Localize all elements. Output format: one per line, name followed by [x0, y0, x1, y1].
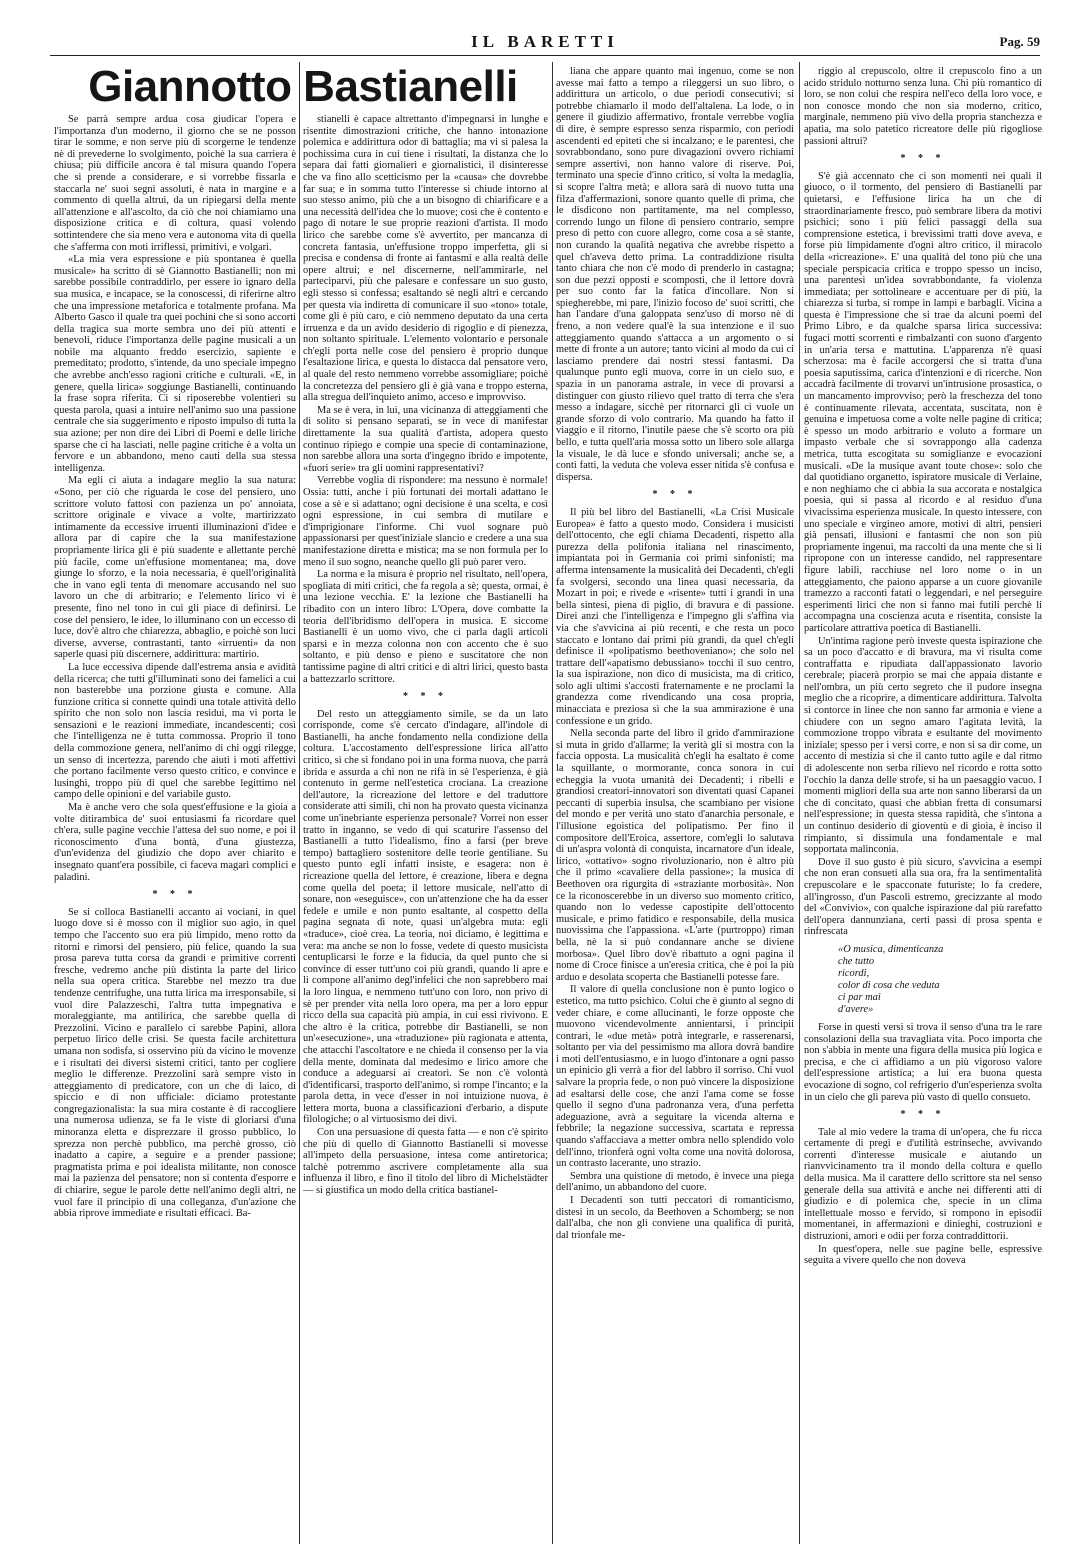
paragraph: Con una persuasione di questa fatta — e non c'è spirito che più di quello di Giannotto Bastianelli si movesse all'impeto della persuasione, intesa come antiretorica; talchè potremmo ascrivere completamente alla sua influenza il libro, e fino il titolo del libro di Michelstädter — si giustifica un modo della critica bastianel- [303, 1127, 548, 1197]
section-separator: * * * [403, 691, 448, 703]
paragraph: Il valore di quella conclusione non è punto logico o estetico, ma tutto psichico. Colui che è giunto al segno di veder chiare, e come allucinanti, le forze opposte che muovono vicendevolmente annientarsi, i principii contrari, le «due metà» potrà integrarle, e rasserenarsi, soltanto per via del pessimismo ma allora dovrà bandire i moti dell'entusiasmo, e in luogo d'intonare a ogni passo un epinicio gli verrà a fior del labbro il sorriso. Chi vuol salvare la propria fede, o non può vincere la disposizione ad esaltarsi delle cose, che anzi l'ama come se fosse quello il segno d'una padronanza vera, d'una perfetta adeguazione, avrà a seguitare la vicenda alterna e febbrile; la negazione successiva, scartata e repressa quando s'affacciava a metter ombra nello splendido volo dell'inno, trionferà ogni volta come una novità dolorosa, un contrasto lacerante, uno strazio. [556, 984, 794, 1170]
poem-line: color di cosa che veduta [838, 979, 940, 991]
section-separator: * * * [900, 1109, 946, 1121]
column-1 [54, 114, 296, 1544]
paragraph: Un'intima ragione però investe questa ispirazione che sa un poco d'accatto e di bravura, ma vi risulta come contraffatta e ripudiata dall'appassionato lavorio cerebrale; piacerà prorpio se mai che appaia distante e nell'ombra, un più certo segreto che il pudore insegna meglio che a ricoprire, a dimenticare addirittura. Talvolta si contorce in linee che non sanno far armonia e viene a chiudere con un segno amaro l'agitata levità, la commozione troppo vibrata e esultante del movimento iniziale; spesso per i versi corre, e non si sa dir come, un accento di mestizia sì che il canto tutto agile e dal ritmo di adolescente non serba rilievo nel ricordo e rotta sotto l'occhio la danza delle strofe, si ha un paesaggio vacuo. I momenti migliori della sua arte non sanno liberarsi da un che di concitato, quasi che abbian fretta di consumarsi nell'espressione; in questa stessa rapidità, che s'intona a un continuo desiderio di gioventù e di gioia, è inciso il rimpianto, si dissimula una fondamentale e mal sopportata malinconia. [804, 635, 1042, 856]
poem-line: ci par mai [838, 991, 881, 1003]
header-rule [50, 55, 1040, 56]
paragraph: liana che appare quanto mai ingenuo, come se non avesse mai fatto a tempo a rileggersi un suo libro, o addirittura un articolo, o due periodi consecutivi; si potrebbe chiamarlo il modo dell'altalena. La lode, o in genere il giudizio affermativo, frontale verrebbe voglia di dire, è sempre espresso senza risparmio, con periodi ascendenti ed epiteti che si incalzano; e le parentesi, che sovrabbondano, sono pure divagazioni ovvero richiami sempre assertivi, non hanno valore di riserve. Poi, terminato una specie d'inno critico, si volta la medaglia, si scopre l'altra metà; e allora sarà di nuovo tutta una filza d'affermazioni, sonore quanto quelle di prima, che le disdicono non partitamente, ma nel complesso, correndo lungo un filone di pensiero contrario, sempre preso di petto con cuore allegro, come cosa a sè stante, non curando la qualità negativa che avrebbe rispetto a quel ch'aveva detto prima. La contraddizione risulta tanto chiara che non c'è modo di prenderlo in castagna; son due pezzi opposti e scomposti, che il lettore dovrà per suo conto far la fatica d'incollare. Non si spiegherebbe, mi pare, l'inizio focoso de' suoi scritti, che han l'andare d'una galoppata senz'uso di morso nè di freno, a non vedere qual'è la sua intenzione e il suo atteggiamento quando s'attacca a un argomento o si mette di fronte a un autore; tanto vicini al modo da cui ci lasciamo prendere dai nostri stessi fantasmi. Da qualunque punto egli muova, corre in un cielo suo, e spazia in un panorama astrale, in vece di provarsi a distinguer con giusto rilievo quel tratto di terra che s'era messo a indagare, sicchè per ritornarci gli ci vuole un grande sforzo di volo contrario. Ma quando ha fatto il viaggio e il ritorno, l'inutile paese che s'è scorto ora più bello, e tutta quell'aria mossa sotto un libero sole allarga la visuale, le dà luce e sfondo universali; anche se, a conti fatti, la veduta che voleva esser nitida s'è confusa e dispersa. [556, 66, 794, 483]
masthead: IL BARETTI [471, 32, 619, 51]
poem-line: che tutto [838, 955, 875, 967]
section-separator: * * * [152, 889, 198, 901]
paragraph: Se parrà sempre ardua cosa giudicar l'opera e l'importanza d'un moderno, il giorno che se ne posson tirar le somme, e non serve più di scorgerne le tendenze nè di prevederne lo svolgimento, poichè la sua carriera è chiusa; più difficile ancora è tal misura quando l'opera che si prende a considerare, e si vorrebbe fissarla e staccarla ne' suoi segni assoluti, è nata in margine e a commento di quella altrui, da un ripiegarsi della mente all'attenzione e all'ascolto, da ciò che noi chiamiamo una disposizione critica e di coltura, quasi volendo sottintendere che sia meno vera e autonoma vita di quella che s'afferma con moti irriflessi, primitivi, e volgari. [54, 114, 296, 253]
page-number: Pag. 59 [999, 34, 1040, 49]
paragraph: Forse in questi versi si trova il senso d'una tra le rare consolazioni della sua travagliata vita. Poco importa che non s'abbia in mente una figura della musica più logica e precisa, e che ci affidiamo a un più vigoroso valore dell'espressione artistica; a lui era buona questa evocazione di sogno, col refrigerio d'un'esperienza svolta in un cielo che gli pareva più vasto di quello consueto. [804, 1021, 1042, 1103]
poem-line: «O musica, dimenticanza [838, 943, 944, 955]
paragraph: «La mia vera espressione e più spontanea è quella musicale» ha scritto di sè Giannotto Bastianelli; non mi sarebbe possibile contraddirlo, per essere io ignaro della sua musica, e incapace, se la conoscessi, di riferirne altro che una impressione metaforica e totalmente profana. Ma Alberto Gasco il quale tra quei pochini che si sono accorti della tragica sua morte sembra uno dei più attenti e benevoli, riduce l'importanza delle pagine musicali a un nobile ma alquanto freddo esercizio, sapiente e premeditato; prodotto, s'intende, da uno speciale impegno che avrebbe anch'esso ragioni critiche e culturali. «E, in genere, quella lirica» soggiunge Bastianelli, continuando la frase sopra riferita. Ci si riposerebbe volentieri su questa parola, quasi a intuire nell'animo suo una passione centrale che sia suggerimento e riposto impulso di tutta la sua azione; per non dire dei Libri di Poemi e delle liriche sparse che ci ha lasciati, nelle pagine critiche è a volta un fervore e un abbandono, meno cauti della sua stessa intelligenza. [54, 254, 296, 474]
paragraph: In quest'opera, nelle sue pagine belle, espressive seguita a vivere quello che non doveva [804, 1243, 1042, 1267]
poem-line: ricordi, [838, 967, 870, 979]
paragraph: Ma è anche vero che sola quest'effusione e la gioia a volte ditirambica de' suoi entusiasmi fa ricordare quel ch'era, sulle pagine vecchie l'attesa del suo nome, e poi il riconoscimento d'una bontà, d'una giustezza, d'un'evidenza del giudizio che dopo aver chiarito e insegnato quant'era possibile, ci faceva magari complici e paladini. [54, 802, 296, 883]
section-separator: * * * [652, 489, 698, 501]
paragraph: Il più bel libro del Bastianelli, «La Crisi Musicale Europea» è fatto a questo modo. Considera i musicisti dell'ottocento, che egli chiama Decadenti, rispetto alla purezza della polifonia italiana nel rinascimento, impiantata poi in Germania coi primi sinfonisti; ma afferma intensamente la musicalità dei Decadenti, ch'egli fa svolgersi, secondo una linea quasi necessaria, da Mozart in poi; e rivede e «risente» tutti i grandi in una bella sintesi, piena di piglio, di bravura e di passione. Direi anzi che l'intelligenza e l'impegno gli s'affina via via che s'avvicina ai più recenti, e che resta un poco staccato e lontano dai primi più grandi, da quel ch'egli definisce il «polipatismo beethoveniano»; che solo nel trattare dell'«apatismo debussiano» tocchi il suo centro, la sua ispirazione, non dico di musicista, ma di critico, solo agli ultimi s'accosti fraternamente e ne proclami la grandezza come rivendicando una cosa propria, minacciata e preziosa sì che la sua ammirazione è una confessione e un grido. [556, 506, 794, 727]
column-4 [804, 66, 1042, 1546]
paragraph: Tale al mio vedere la trama di un'opera, che fu ricca certamente di pregi e d'utilità estrinseche, avvivando correnti d'interesse musicale e aiutando un rianvvicinamento tra il mondo della coltura e quello della musica. Ma il carattere dello scrittore sta nel senso generale della sua attività e anche nei differenti atti di giudizio e di polemica che, specie in un clima intellettuale mosso e fervido, si rompono in episodii momentanei, in affermazioni e dinieghi, costruzioni e distruzioni, amori e odii per forza contraddittorii. [804, 1126, 1042, 1243]
paragraph: S'è già accennato che ci son momenti nei quali il giuoco, o il tormento, del pensiero di Bastianelli par quietarsi, e l'effusione lirica ha un che di straordinariamente fresco, può sembrare libera da motivi psichici; sono i più felici passaggi della sua comprensione estetica, i brevissimi tratti dove aveva, e forse più limpidamente d'ogni altro critico, il miracolo della «ricreazione». E' una qualità del tono più che una speciale perspicacia critica e troppo spesso un inciso, una parentesi un'idea sovrabbondante, fa violenza immediata; per sottolineare e accentuare per di più, la chiarezza si turba, si rompe in lampi e barbagli. Vicina a questa è l'impressione che si trae da alcuni poemi del Primo Libro, e da qualche sparsa lirica successiva: fugaci motti scorrenti e rimbalzanti con suono d'argento in un'aria tersa e mattutina. L'apparenza n'è quasi scherzosa: ma è facile accorgersi che si tratta d'una poesia saputissima, carica d'intenzioni e di ricerche. Non accadrà facilmente di trovarvi un'intrusione prosastica, o un mancamento improvviso; però la freschezza del tono è continuamente rilevata, accentata, suscitata, non è genuina e impetuosa come a volte nelle pagine di critica; è spesso un modo arbitrario e voluto a formare un impasto verbale che si sovrappongo alla cadenza metrica, tutta escogitata su somiglianze e evocazioni musicali. «De la musique avant toute chose»: solo che dal quotidiano organetto, ispiratore musicale di Verlaine, e non neghiamo che ci abbia la sua accorata e nostalgica poesia, qui si passa al ricordo e al residuo d'una vivacissima esperienza musicale. In questo intessere, con uno speciale e virgineo amore, motivi di altri, pensieri già pensati, illusioni e fantasmi che non son più propriamente ingenui, ma raccolti da una mente che si li ripropone con un interesse candido, nel rappresentare figure labili, racchiuse nel loro nome o in un atteggiamento, che paiono apparse a un cuore giovanile tramezzo a racconti fatati o leggendari, e nel perseguire esperimenti lirici che non si fanno mai futili perchè li accompagna una coscienza acuta e risentita, consiste la particolare attrattiva poetica di Bastianelli. [804, 170, 1042, 634]
paragraph: Verrebbe voglia di rispondere: ma nessuno è normale! Ossia: tutti, anche i più fortunati dei mortali adattano le cose a sè e si adattano; ogni decisione è una scelta, e così ogni espressione, in cui sembra di mutilare e d'imprigionare l'informe. Chi vuol sognare può appassionarsi per quest'iniziale slancio e credere a una sua manifestazione diretta e mistica; ma se non formula per lo meno il suo sogno, neanche quello gli può parer vero. [303, 475, 548, 568]
paragraph: Nella seconda parte del libro il grido d'ammirazione si muta in grido d'allarme; la verità gli si mostra con la faccia opposta. La musicalità ch'egli ha esaltato è come la squillante, o mormorante, conca sonora in cui echeggia la vuota umanità dei Decadenti; i ribelli e grandiosi creatori-innovatori son diventati quasi Capanei peccanti di superbia insulsa, che scambiano per visione del mondo e per verità uno stato d'anarchia personale, e l'illusione egoistica del polipatismo. Per fino il compositore dell'Eroica, assertore, com'egli lo salutava di un'aspra volontà di conquista, incarnatore d'un ideale, lirico, «ottativo» sogno rivoluzionario, non è altro più che il primo «cavaliere della passione»; la musica di Beethoven ora rigurgita di «straziante morbosità». Non ce la riconoscerebbe in un diverso suo momento critico, quando non lo vedesse capostipite dell'ottocento musicale, e primo fatidico e responsabile, della musica nuovissima che l'appassiona. «L'arte (purtroppo) riman bella, nè la si può condannare anche se diviene morbosa». Quel libro dov'è ribattuto a ogni pagina il nome di Croce finisce a un'eresia critica, che è poi la più arduo e desolata scoperta che Bastianelli potesse fare. [556, 728, 794, 983]
poem-line: d'avere» [838, 1003, 874, 1015]
column-rule [299, 62, 300, 1544]
poem-quote [838, 944, 1042, 1016]
paragraph: Del resto un atteggiamento simile, se da un lato corrisponde, come s'è cercato d'indagare, all'indole di Bastianelli, ha anche fondamento nella condizione della coltura. L'accostamento dell'espressione lirica all'atto critico, sì che si fondano poi in una forma nuova, che parrà ibrida e assurda a chi non ne rifà in sè l'esperienza, è già contenuto in germe nell'estetica crociana. La creazione dell'autore, la ricreazione del lettore e del traduttore considerate atti simili, chi non ha provato questa vicinanza come un'inebriante esperienza personale? Vorrei non esser tratto in inganno, se vedo di qui scaturire l'assenso del Bastianelli a tutto l'idealismo, fino a farsi (per breve tempo) battagliero sostenitore delle teorie gentiliane. Su questo punto egli infatti insiste, e esagera: non è ricreazione quella del lettore, è creazione, libera e degna come quella del poeta; il lettore musicale, nell'atto di sonare, non «eseguisce», con un'attenzione che ha da esser fedele e umile e non punto esaltante, al cospetto della pagina segnata di note, quasi un'algebra muta: egli «traduce», cioè crea. La teoria, noi diciamo, è legittima e vera: ma anche se non lo fosse, vedete di questo musicista centuplicarsi le forze e la fiducia, da quel punto che si convince di esser tutt'uno coi più grandi, quando li apre e li compone all'animo degl'infelici che non saprebbero mai la loro lingua, e nemmeno tutt'uno con loro, non privo di sè per prender vita nella loro opera, ma per a loro eppur ricco della sua capacità più ampia, in cui essi rivivono. E che altro è la critica, potrebbe dir Bastianelli, se non un'«esecuzione», una «traduzione» più ragionata e attenta, che attacchi l'ascoltatore e ne chieda il consenso per la via della mente, dominata dal medesimo e lirico amore che conduce a adeguarsi ai creatori. Se non c'è volontà d'identificarsi, trasporto dell'animo, si rompe l'incanto; e la parola detta, in vece d'esser in noi intuizione nuova, è lettera morta, buona a classificazioni d'erbario, a dispute filologiche; o al virtuosismo dei divi. [303, 708, 548, 1126]
section-separator: * * * [900, 153, 946, 165]
column-rule [552, 62, 553, 1544]
paragraph: stianelli è capace altrettanto d'impegnarsi in lunghe e risentite dimostrazioni critiche, che hanno intonazione polemica e addirittura odor di battaglia; ma vi si palesa la pochissima cura in cui tiene i risultati, la distanza che lo separa dai fatti giornalieri e giornalistici, il disinteresse che va fino allo scetticismo per la «causa» che dovrebbe far sua; e in somma tutto l'interesse si chiude intorno al suo stesso animo, più che a un bisogno di chiarificare e a una necessità dell'idea che lo muove; così che è contento e pago di notare le sue proprie reazioni d'artista. Il modo lirico che sarebbe come s'è avvertito, per mancanza di concreta fantasia, un'effusione troppo imperfetta, gli si precisa e condensa di fronte ai fantasmi e alla realtà delle opere altrui; e nel discernerne, nell'ammirarle, nel parteciparvi, più che palesare e confessare un suo gusto, egli stesso si confessa; esaltando sè negli altri e cercando per questa via indiretta di comunicare il suo «tono» totale, come gli è più caro, e ciò nemmeno deputato da una certa irruenza e da un avido desiderio di rigoglio e di pienezza, non soltanto spirituale. L'elemento volontario e personale ch'egli porta nelle cose del pensiero è proprio dunque l'esaltazione lirica, e questa lo distacca dal pensatore vero, al quale del resto nemmeno vorrebbe assomigliare; poichè la concretezza del pensiero gli è già vana e troppo esterna, alla stregua dell'inquieto animo, acceso e improvviso. [303, 114, 548, 404]
running-head [50, 32, 1040, 52]
column-3 [556, 66, 794, 1546]
paragraph: Ma egli ci aiuta a indagare meglio la sua natura: «Sono, per ciò che riguarda le cose del pensiero, uno scrittore voluto fattosi con pazienza un po' annoiata, scrittore originale e vivace a volte, martirizzato intimamente da eccessive irruenti illuminazioni d'idee e allora par di capire che la sua manifestazione propriamente lirica gli è più suadente e allettante perchè più facile, come un'effusione momentanea; ma, dove giunge lo sforzo, e la noia necessaria, è quell'originalità che in vano egli tenta di menomare accusando nel suo lavoro un che di arbitrario; e l'elemento lirico vi è presente, fino nel tono in cui gli piace di definirsi. Le cose del pensiero, le idee, lo illuminano con un eccesso di luce, dov'è altro che chiarezza, abbaglio, e poichè son luci diverse, avverse, contrastanti, tanto «irruenti» da non saperle quasi più discernere, addirittura: martirio. [54, 475, 296, 661]
paragraph: La norma e la misura è proprio nel risultato, nell'opera, spogliata di miti critici, che fa regola a sè; questa, ormai, è una lezione vecchia. E' la lezione che Bastianelli ha ribadito con un intero libro: L'Opera, dove combatte la teoria dell'ibridismo dell'opera in musica. E siccome Bastianelli è un uomo vivo, che ci parla dagli articoli sparsi e in mezza colonna non con accento che è suo soltanto, e più denso e pieno e suscitatore che non tantissime pagine di altri critici e di altri lirici, questo basta a battezzarlo scrittore. [303, 569, 548, 685]
article-title: Giannotto Bastianelli [88, 62, 518, 111]
paragraph: Ma se è vera, in lui, una vicinanza di atteggiamenti che di solito si pensano separati, se in vece di manifestar direttamente la sua qualità d'artista, adopera questo continuo ripiego e compie una specie di contaminazione, non sarebbe allora una sorta d'ingegno ibrido e impotente, «fuori serie» tra gli uomini rappresentativi? [303, 404, 548, 474]
paragraph: Se si colloca Bastianelli accanto ai vociani, in quel luogo dove si è mosso con il miglior suo agio, in quel tempo che l'accento suo era più limpido, meno rotto da ritorni e rimorsi del pensiero, più felice, quando la sua prosa pareva tutta corsa da grandi e primitive correnti fresche, vedremo anche più distinta la parte del lirico nella sua opera critica. Starebbe nel mezzo tra due tendenze centrifughe, una tutta lirica ma irresponsabile, si vuol dire Palazzeschi, l'altra tutta impegnativa e moraleggiante, ma antilirica, che sarebbe quella di Prezzolini. Vicino e parallelo ci sarebbe Papini, allora perpetuo lirico delle crisi. Se questa facile architettura umana non sodisfa, si osservino più da vicino le movenze e i risultati dei diversi sistemi critici, tanto per cogliere meglio le differenze. Prezzolini sarà sempre visto in atteggiamento di predicatore, con un che di laico, di spiccio e di non ufficiale: diciamo protestante congregazionalista: la sua mira costante è di raccogliere una numerosa udienza, se fa le viste di gloriarsi d'una minoranza eletta e disprezzare il grosso pubblico, lo sprezza non perchè pubblico, ma perchè grosso, ciò inadatto a capire, a seguire e a prender passione; pragmatista prima e poi idealista militante, non conosce mai la pazienza del pensatore; non si contenta d'esporre e di chiarire, segue le parole dette nell'animo degli altri, ne vuol fare il principio di una colleganza, d'un'azione che abbia riprove immediate e risultati efficaci. Ba- [54, 906, 296, 1220]
paragraph: La luce eccessiva dipende dall'estrema ansia e avidità della ricerca; che tutti gl'illuminati sono dei famelici a cui non basterebbe una porzione giusta e comune. Alla funzione critica si connette quindi una totale attività dello spirito che non solo non lascia residui, ma vi porta le sensazioni e le reazioni immediate, incandescenti; così che l'intelligenza ne è tutta commossa. Proprio il tono della commozione genera, nell'animo di chi oggi rilegge, un senso di incertezza, parendo che aiuti i moti affettivi che portano facilmente verso questo critico, e convince e lusinghi, troppo più di quel che sarebbe legittimo nel campo delle opinioni e del variabile gusto. [54, 661, 296, 801]
column-rule [799, 62, 800, 1544]
paragraph: I Decadenti son tutti peccatori di romanticismo, distesi in un secolo, da Beethoven a Schomberg; se non dall'alba, che non gli conviene una qualifica di purità, dal trionfale me- [556, 1195, 794, 1241]
paragraph: riggio al crepuscolo, oltre il crepuscolo fino a un acido stridulo notturno senza luna. Chi più romantico di loro, se non colui che respira nell'eco della loro voce, e non conosce mondo che non sia moderno, critico, marginale, nemmeno più vivo della propria stanchezza e apatia, ma solo patetico ricreatore delle più rigogliose passioni altrui? [804, 66, 1042, 147]
paragraph: Sembra una quistione di metodo, è invece una piega dell'animo, un abbandono del cuore. [556, 1170, 794, 1194]
column-2 [303, 114, 548, 1544]
paragraph: Dove il suo gusto è più sicuro, s'avvicina a esempi che non eran consueti alla sua ora, fra la sentimentalità crepuscolare e le spacconate futuriste; lo fa credere, all'ingrosso, d'un Pascoli estremo, grecizzante al modo del «Convivio», con qualche ispirazione dal più rarefatto dell'opera dannunziana, certi passi di prosa spenta e rinfrescata [804, 856, 1042, 938]
